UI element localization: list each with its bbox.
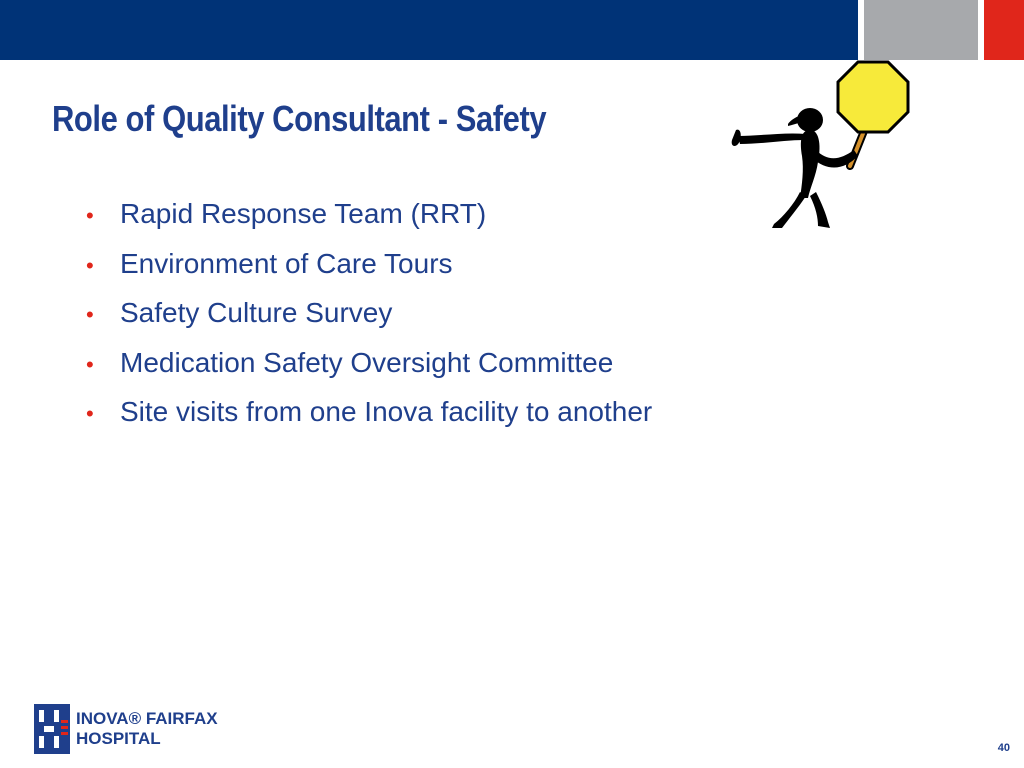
list-item	[86, 248, 652, 298]
bullet-text: Safety Culture Survey	[120, 297, 393, 328]
list-item	[86, 198, 652, 248]
bullet-marker: •	[86, 302, 94, 327]
header-banner-gray	[864, 0, 978, 60]
logo-line-2: HOSPITAL	[76, 729, 161, 748]
bullet-marker: •	[86, 252, 94, 278]
inova-fairfax-hospital-logo	[34, 704, 218, 754]
list-item	[86, 347, 652, 397]
logo-line-1: INOVA® FAIRFAX	[76, 709, 218, 728]
inova-cross-icon	[34, 704, 70, 754]
stick-figure-holding-stop-sign-icon	[726, 58, 926, 238]
logo-text	[76, 709, 218, 749]
slide-title: Role of Quality Consultant - Safety	[52, 98, 547, 139]
list-item	[86, 297, 652, 347]
header-banner-blue	[0, 0, 858, 60]
bullet-text: Site visits from one Inova facility to another	[120, 396, 653, 427]
bullet-list	[86, 198, 652, 446]
page-number: 40	[997, 742, 1010, 754]
header-banner-red	[984, 0, 1024, 60]
bullet-text: Medication Safety Oversight Committee	[120, 346, 614, 378]
bullet-text: Environment of Care Tours	[120, 247, 453, 279]
bullet-marker: •	[86, 351, 94, 377]
bullet-text: Rapid Response Team (RRT)	[120, 198, 487, 229]
bullet-marker: •	[86, 203, 94, 228]
bullet-marker: •	[86, 401, 94, 426]
list-item	[86, 396, 652, 446]
